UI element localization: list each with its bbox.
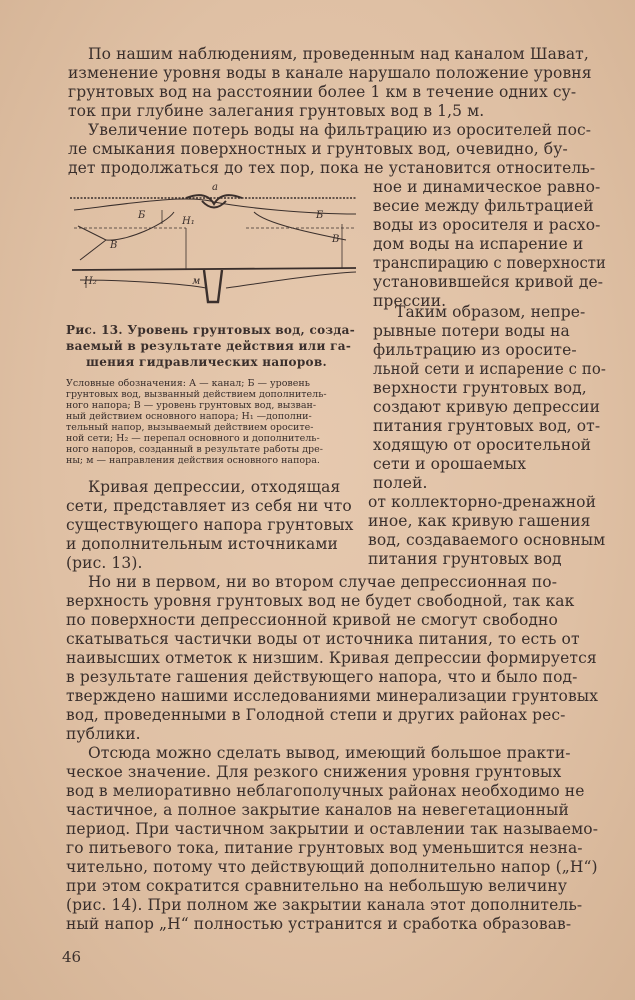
text-line: ле смыкания поверхностных и грунтовых вод, очевидно, бу- [68,140,568,158]
text-line: фильтрацию из оросите- [373,341,577,359]
text-line: (рис. 13). [66,554,143,572]
text-line: транспирацию с поверхности [373,254,606,272]
text-line: вод, создаваемого основным [368,531,606,549]
text-line: (рис. 14). При полном же закрытии канала этот дополнитель- [66,896,583,914]
text-line: в результате гашения действующего напора, что и было под- [66,668,578,686]
caption-line: Рис. 13. Уровень грунтовых вод, созда- [66,323,356,337]
legend-line: Условные обозначения: А — канал; Б — уровень [66,378,310,389]
text-line: грунтовых вод на расстоянии более 1 км в течение одних су- [68,83,577,101]
text-line: установившейся кривой де- [373,273,604,291]
text-line: чительно, потому что действующий дополнительно напор („Н“) [66,858,598,876]
text-line: по поверхности депрессионной кривой не смогут свободно [66,611,558,629]
drain-level-line [72,268,356,270]
drain-curve-left [80,280,206,288]
caption-line: ваемый в результате действия или га- [66,339,352,353]
legend-line: тельный напор, вызываемый действием оросите- [66,422,314,433]
text-line: По нашим наблюдениям, проведенным над каналом Шават, [88,45,589,63]
text-line: иное, как кривую гашения [368,512,591,530]
curve-v-left [78,226,106,260]
text-line: изменение уровня воды в канале нарушало положение уровня [68,64,592,82]
text-line: частичное, а полное закрытие каналов на невегетационный [66,801,569,819]
text-line: период. При частичном закрытии и оставлении так называемо- [66,820,599,838]
legend-line: ны; м — направления действия основного напора. [66,455,320,466]
text-line: существующего напора грунтовых [66,516,354,534]
text-line: дет продолжаться до тех пор, пока не установится относитель- [68,159,596,177]
legend-line: ного напора; В — уровень грунтовых вод, вызван- [66,400,317,411]
text-line: тверждено нашими исследованиями минерализации грунтовых [66,687,599,705]
legend-line: ной сети; Н₂ — перепал основного и дополнитель- [66,433,320,444]
text-line: ное и динамическое равно- [373,178,601,196]
groundwater-diagram [66,184,366,314]
drain-curve-right [226,272,356,288]
text-line: при этом сократится сравнительно на небольшую величину [66,877,568,895]
text-line: публики. [66,725,141,743]
text-line: ток при глубине залегания грунтовых вод в 1,5 м. [68,102,485,120]
text-line: питания грунтовых вод [368,550,562,568]
label-h1: Н₁ [182,216,195,227]
label-h2: Н₂ [84,276,97,287]
label-m: м [192,276,201,287]
text-line: Но ни в первом, ни во втором случае депрессионная по- [88,573,558,591]
caption-line: шения гидравлических напоров. [86,355,327,369]
text-line: воды из оросителя и расхо- [373,216,601,234]
legend-line: ного напоров, созданный в результате работы дре- [66,444,323,455]
label-v-left: В [110,240,118,251]
legend-line: ный действием основного напора; Н₁ —дополни- [66,411,312,422]
legend-line: грунтовых вод, вызванный действием дополнитель- [66,389,327,400]
text-line: Таким образом, непре- [395,303,586,321]
text-line: и дополнительным источниками [66,535,338,553]
text-line: Кривая депрессии, отходящая [88,478,341,496]
text-line: скатываться частички воды от источника питания, то есть от [66,630,580,648]
drain-ditch [204,270,222,302]
label-b-right: Б [316,210,324,221]
label-a: а [212,184,218,193]
text-line: ческое значение. Для резкого снижения уровня грунтовых [66,763,562,781]
text-line: рывные потери воды на [373,322,570,340]
figure-13 [66,184,366,318]
text-line: сети, представляет из себя ни что [66,497,352,515]
text-line: го питьевого тока, питание грунтовых вод уменьшится незна- [66,839,583,857]
text-line: наивысших отметок к низшим. Кривая депрессии формируется [66,649,597,667]
text-line: вод в мелиоративно неблагополучных районах необходимо не [66,782,585,800]
text-line: ный напор „Н“ полностью устранится и сработка образовав- [66,915,572,933]
text-line: Отсюда можно сделать вывод, имеющий большое практи- [88,744,571,762]
text-line: полей. [373,474,428,492]
text-line: верхности грунтовых вод, [373,379,587,397]
text-line: прессии. [373,292,447,310]
label-v-right: В [332,234,340,245]
text-line: от коллекторно-дренажной [368,493,596,511]
text-line: создают кривую депрессии [373,398,601,416]
text-line: сети и орошаемых [373,455,527,473]
text-line: ходящую от оросительной [373,436,592,454]
text-line: вод, проведенными в Голодной степи и других районах рес- [66,706,566,724]
text-line: льной сети и испарение с по- [373,360,606,378]
text-line: дом воды на испарение и [373,235,584,253]
page-number: 46 [62,948,82,966]
text-line: питания грунтовых вод, от- [373,417,601,435]
label-b-left: Б [138,210,146,221]
text-line: верхность уровня грунтовых вод не будет свободной, так как [66,592,575,610]
text-line: весие между фильтрацией [373,197,594,215]
text-line: Увеличение потерь воды на фильтрацию из оросителей пос- [88,121,592,139]
